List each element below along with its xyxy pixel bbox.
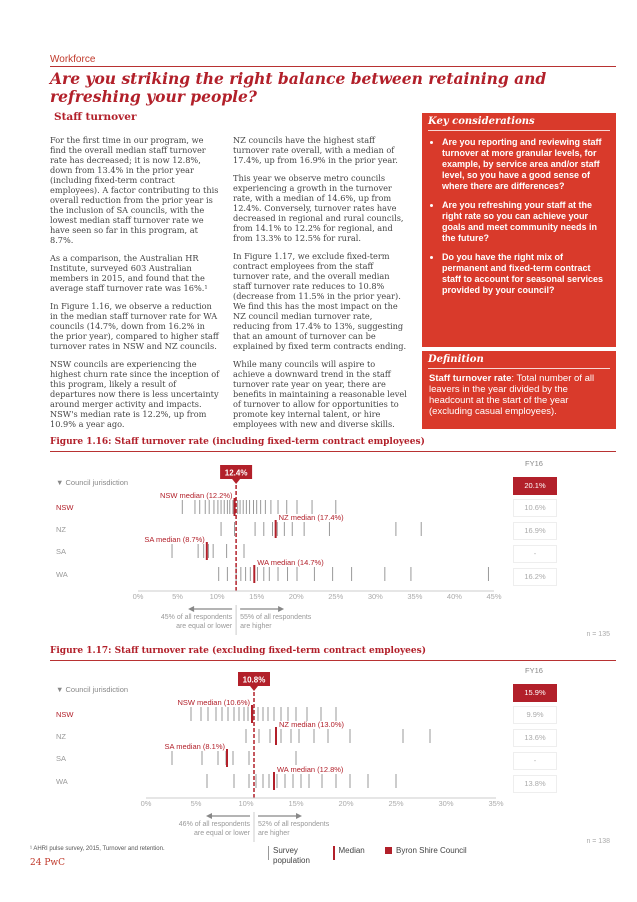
paragraph: In Figure 1.16, we observe a reduction in the median staff turnover rate for WA councils (14.7%, down from 16.2% in the prior year), compared to higher staff turnover rates in NSW and NZ councils. — [50, 301, 219, 351]
paragraph: While many councils will aspire to achieve a downward trend in the staff turnover rate year on year, there are benefits in maintaining a reasonable level of turnover to allow for opportunities to promote key internal talent, or hire employees with new and diverse skills. — [233, 359, 407, 429]
legend-council-label: Byron Shire Council — [396, 846, 467, 855]
x-tick-label: 35% — [407, 592, 423, 601]
x-tick-label: 40% — [446, 592, 462, 601]
footnote: ¹ AHRI pulse survey, 2015, Turnover and retention. — [30, 846, 165, 852]
divider — [50, 451, 616, 452]
divider — [428, 130, 610, 131]
row-label-sa: SA — [56, 547, 67, 556]
paragraph: This year we observe metro councils experiencing a growth in the turnover rate, with a median of 14.6%, up from 12.4%. Conversely, turnover rates have decreased in regional and rural councils, from 14.1% to 12.2% for regional, and from 13.3% to 12.5% for rural. — [233, 173, 404, 243]
paragraph: As a comparison, the Australian HR Institute, surveyed 603 Australian members in 2015, and found that the average staff turnover rate was 16%.¹ — [50, 253, 208, 293]
left-note-line2: are equal or lower — [176, 623, 233, 630]
legend-median-swatch — [333, 846, 335, 860]
x-tick-label: 20% — [288, 592, 304, 601]
x-tick-label: 5% — [172, 592, 183, 601]
section-label: Workforce — [50, 54, 96, 65]
row-label-nsw: NSW — [56, 710, 74, 719]
page-number: 24 PwC — [30, 858, 65, 868]
right-arrow-head — [278, 606, 284, 612]
legend-median-label: Median — [338, 846, 365, 855]
fy16-value-wa: 16.2% — [513, 568, 557, 586]
left-note-line1: 46% of all respondents — [178, 821, 250, 828]
definition-text: : Total number of all leavers in the year divided by the headcount at the start of the year (excluding casual employees). — [429, 373, 595, 417]
fy16-header: FY16 — [525, 459, 543, 468]
x-tick-label: 0% — [140, 799, 152, 808]
median-label-nsw: NSW median (12.2%) — [159, 491, 233, 500]
key-considerations-list — [422, 137, 616, 296]
overall-median-pointer — [250, 686, 258, 691]
paragraph: NZ councils have the highest staff turnover rate overall, with a median of 17.4%, up from 16.9% in the prior year. — [233, 135, 398, 165]
legend-council-swatch — [385, 847, 392, 854]
row-label-wa: WA — [56, 777, 68, 786]
legend-survey — [268, 846, 325, 866]
row-label-wa: WA — [56, 570, 68, 579]
definition-title: Definition — [428, 354, 484, 365]
legend-median — [333, 846, 365, 860]
fy16-value-council: 20.1% — [513, 477, 557, 495]
legend-survey-swatch — [268, 846, 269, 860]
x-tick-label: 10% — [238, 799, 254, 808]
row-label-nz: NZ — [56, 732, 66, 741]
body-column-2 — [233, 135, 409, 437]
list-item: • Do you have the right mix of permanent and fixed-term contract staff to account for seasonal services provided by your council? — [442, 252, 616, 296]
overall-median-value: 10.8% — [242, 675, 266, 685]
figure-1-16-title: Figure 1.16: Staff turnover rate (including fixed-term contract employees) — [50, 437, 425, 447]
x-tick-label: 25% — [328, 592, 344, 601]
fy16-value-sa: - — [513, 752, 557, 770]
n-label: n = 135 — [586, 631, 610, 638]
left-note-line2: are equal or lower — [193, 830, 250, 837]
page-title: Are you striking the right balance between retaining and refreshing your people? — [50, 69, 547, 106]
body-column-1 — [50, 135, 220, 437]
left-note-line1: 45% of all respondents — [160, 614, 233, 621]
left-arrow-head — [206, 813, 212, 819]
filter-label: ▼ Council jurisdiction — [56, 685, 129, 694]
row-label-sa: SA — [56, 754, 67, 763]
x-tick-label: 15% — [249, 592, 265, 601]
row-label-nsw: NSW — [56, 503, 74, 512]
legend-council — [385, 846, 467, 855]
right-note-line1: 52% of all respondents — [258, 821, 330, 828]
divider — [428, 368, 610, 369]
fy16-value-sa: - — [513, 545, 557, 563]
definition-panel — [422, 351, 616, 429]
x-tick-label: 25% — [388, 799, 404, 808]
fy16-value-nsw: 9.9% — [513, 706, 557, 724]
paragraph: In Figure 1.17, we exclude fixed-term contract employees from the staff turnover rate, and the overall median staff turnover rate reduces to 10.8% (decrease from 11.5% in the prior year). We find this has the most impact on the NZ council median turnover rate, reducing from 17.4% to 13%, suggesting that an amount of turnover can be explained by fixed term contracts ending. — [233, 251, 407, 351]
x-tick-label: 20% — [338, 799, 354, 808]
fy16-value-nz: 13.6% — [513, 729, 557, 747]
section-subhead: Staff turnover — [54, 111, 137, 123]
key-considerations-panel — [422, 113, 616, 347]
header-rule — [50, 66, 616, 67]
x-tick-label: 30% — [367, 592, 383, 601]
median-label-nz: NZ median (17.4%) — [278, 513, 344, 522]
median-label-wa: WA median (14.7%) — [257, 558, 324, 567]
key-considerations-title: Key considerations — [428, 116, 535, 127]
median-label-nsw: NSW median (10.6%) — [177, 698, 250, 707]
x-tick-label: 45% — [486, 592, 502, 601]
right-arrow-head — [296, 813, 302, 819]
overall-median-pointer — [232, 479, 240, 484]
x-tick-label: 15% — [288, 799, 304, 808]
fy16-value-wa: 13.8% — [513, 775, 557, 793]
row-label-nz: NZ — [56, 525, 66, 534]
x-tick-label: 0% — [132, 592, 144, 601]
median-label-sa: SA median (8.7%) — [144, 535, 205, 544]
x-tick-label: 30% — [438, 799, 454, 808]
n-label: n = 138 — [586, 838, 610, 845]
x-tick-label: 5% — [190, 799, 202, 808]
definition-term: Staff turnover rate — [429, 373, 512, 384]
fy16-value-nz: 16.9% — [513, 522, 557, 540]
left-arrow-head — [188, 606, 194, 612]
filter-label: ▼ Council jurisdiction — [56, 478, 129, 487]
fy16-value-nsw: 10.6% — [513, 499, 557, 517]
right-note-line2: are higher — [240, 623, 272, 630]
median-label-nz: NZ median (13.0%) — [279, 720, 345, 729]
legend-survey-label: Survey population — [273, 846, 310, 865]
list-item: • Are you reporting and reviewing staff turnover at more granular levels, for example, by service area and/or staff level, so you have a good sense of where there are differences? — [442, 137, 616, 192]
paragraph: For the first time in our program, we find the overall median staff turnover rate has decreased; it is now 12.8%, down from 13.4% in the prior year (including fixed-term contract employees). A factor contributing to this overall reduction from the prior year is the inclusion of SA councils, with the lowest median staff turnover rate we have seen so far in this program, at 8.7%. — [50, 135, 219, 245]
fy16-header: FY16 — [525, 666, 543, 675]
figure-1-17-title: Figure 1.17: Staff turnover rate (excluding fixed-term contract employees) — [50, 646, 426, 656]
median-label-sa: SA median (8.1%) — [164, 742, 225, 751]
fy16-value-council: 15.9% — [513, 684, 557, 702]
list-item: • Are you refreshing your staff at the right rate so you can achieve your goals and meet community needs in the future? — [442, 200, 616, 244]
median-label-wa: WA median (12.8%) — [277, 765, 344, 774]
definition-body — [422, 369, 616, 417]
divider — [50, 660, 616, 661]
overall-median-value: 12.4% — [224, 468, 248, 478]
right-note-line1: 55% of all respondents — [240, 614, 312, 621]
right-note-line2: are higher — [258, 830, 290, 837]
figure-1-17-chart — [50, 662, 616, 852]
paragraph: NSW councils are experiencing the highest churn rate since the inception of this program, likely a result of departures now there is less uncertainty around merger activity and impacts. NSW's median rate is 12.2%, up from 10.9% a year ago. — [50, 359, 220, 429]
figure-1-16-chart — [50, 455, 616, 645]
x-tick-label: 35% — [488, 799, 504, 808]
x-tick-label: 10% — [209, 592, 225, 601]
